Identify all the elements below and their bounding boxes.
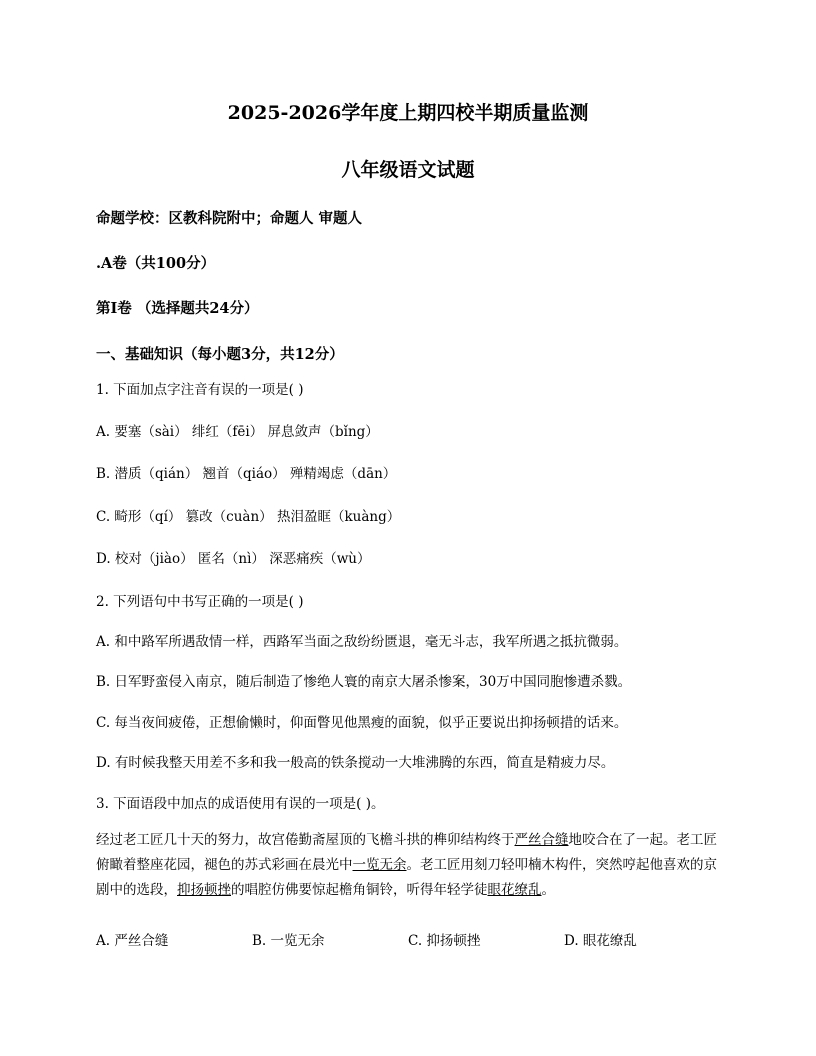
author-info: 命题学校：区教科院附中；命题人 审题人 xyxy=(96,210,363,227)
section-1-heading: 第I卷 （选择题共24分） xyxy=(96,300,259,317)
basic-knowledge-heading: 一、基础知识（每小题3分，共12分） xyxy=(96,346,344,363)
question-3-choice-d: D. 眼花缭乱 xyxy=(564,933,637,949)
question-3-choice-b: B. 一览无余 xyxy=(252,933,325,949)
question-3-choice-a: A. 严丝合缝 xyxy=(96,933,169,949)
question-2-option-d: D. 有时候我整天用差不多和我一般高的铁条搅动一大堆沸腾的东西，简直是精疲力尽。 xyxy=(96,755,615,771)
question-2-option-c: C. 每当夜间疲倦，正想偷懒时，仰面瞥见他黑瘦的面貌，似乎正要说出抑扬顿措的话来。 xyxy=(96,715,628,731)
question-3-stem: 3. 下面语段中加点的成语使用有误的一项是( )。 xyxy=(96,796,385,812)
part-a-heading: .A卷（共100分） xyxy=(96,255,216,272)
question-1-stem: 1. 下面加点字注音有误的一项是( ) xyxy=(96,382,304,398)
idiom-underlined: 眼花缭乱 xyxy=(487,882,542,898)
question-2-option-a: A. 和中路军所遇敌情一样，西路军当面之敌纷纷匮退，毫无斗志，我军所遇之抵抗微弱。 xyxy=(96,634,628,650)
passage-text: 地咬合在了一起。老工匠俯瞰着整座花园，褪色的苏式彩画在晨光中 xyxy=(96,832,717,873)
question-2-stem: 2. 下列语句中书写正确的一项是( ) xyxy=(96,594,304,610)
passage-text: 经过老工匠几十天的努力，故宫倦勤斋屋顶的飞檐斗拱的榫卯结构终于 xyxy=(96,832,515,848)
idiom-underlined: 一览无余 xyxy=(352,857,407,873)
idiom-underlined: 严丝合缝 xyxy=(514,832,569,848)
question-1-option-d: D. 校对（jiào） 匿名（nì） 深恶痛疾（wù） xyxy=(96,551,371,567)
idiom-underlined: 抑扬顿挫 xyxy=(177,882,231,898)
question-3-passage xyxy=(96,828,718,903)
question-1-option-c: C. 畸形（qí） 篡改（cuàn） 热泪盈眶（kuàng） xyxy=(96,509,401,525)
exam-subtitle: 八年级语文试题 xyxy=(341,159,475,181)
question-1-option-b: B. 潜质（qián） 翘首（qiáo） 殚精竭虑（dān） xyxy=(96,466,397,482)
passage-text: 的唱腔仿佛要惊起檐角铜铃，听得年轻学徒 xyxy=(231,882,488,898)
question-3-choice-c: C. 抑扬顿挫 xyxy=(408,933,481,949)
question-1-option-a: A. 要塞（sài） 绯红（fēi） 屏息敛声（bǐng） xyxy=(96,424,379,440)
passage-text: 。老工匠用刻刀轻叩楠木构件，突然哼起他喜欢的京剧中的选段， xyxy=(96,857,717,898)
exam-title: 2025-2026学年度上期四校半期质量监测 xyxy=(227,102,589,124)
question-2-option-b: B. 日军野蛮侵入南京，随后制造了惨绝人寰的南京大屠杀惨案，30万中国同胞惨遭杀戮。 xyxy=(96,674,632,690)
passage-text: 。 xyxy=(541,882,555,898)
